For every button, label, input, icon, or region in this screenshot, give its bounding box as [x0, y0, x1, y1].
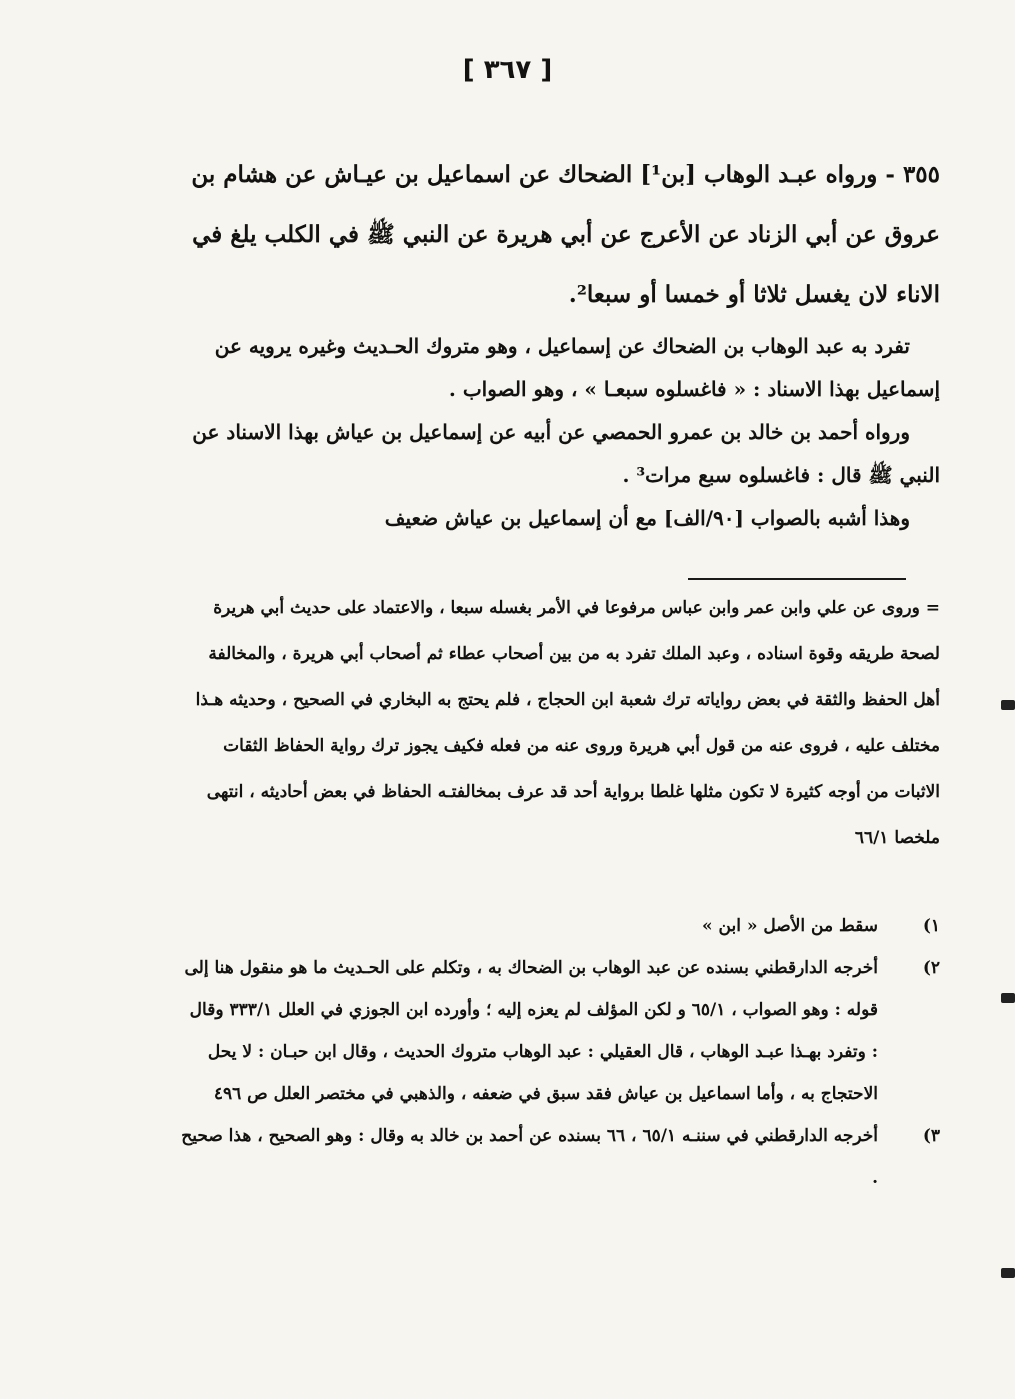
commentary-paragraph: وهذا أشبه بالصواب [٩٠/الف] مع أن إسماعيل بن عياش ضعيف — [384, 506, 910, 530]
scan-edge-mark — [1001, 993, 1015, 1003]
footnote-number: ٣) — [922, 1126, 940, 1146]
continuation-mark: = — [925, 598, 940, 618]
hadith-number: ٣٥٥ - — [885, 161, 940, 188]
footnotes-list — [180, 905, 940, 1199]
hadith-entry — [180, 145, 940, 325]
footnote-continuation — [180, 585, 940, 861]
footnote-number: ١) — [922, 916, 940, 936]
footnote-text: سقط من الأصل « ابن » — [702, 916, 878, 936]
commentary-paragraph: ورواه أحمد بن خالد بن عمرو الحمصي عن أبيه عن إسماعيل بن عياش بهذا الاسناد عن النبي ﷺ قال : فاغسلوه سبع مرات³ . — [192, 420, 940, 487]
footnote — [180, 947, 940, 1115]
scan-edge-mark — [1001, 1268, 1015, 1278]
footnote-text: أخرجه الدارقطني في سننـه ٦٥/١ ، ٦٦ بسنده عن أحمد بن خالد به وقال : وهو الصحيح ، هذا صحيح . — [181, 1126, 878, 1188]
footnote — [180, 905, 940, 947]
scan-edge-mark — [1001, 700, 1015, 710]
footnote-number: ٢) — [922, 958, 940, 978]
footnote-separator — [688, 578, 906, 580]
footnote — [180, 1115, 940, 1199]
hadith-text: ورواه عبـد الوهاب [بن¹] الضحاك عن اسماعيل بن عيـاش عن هشام بن عروق عن أبي الزناد عن الأعرج عن أبي هريرة عن النبي ﷺ في الكلب يلغ في الاناء لان يغسل ثلاثا أو خمسا أو سبعا². — [191, 161, 940, 308]
page-number: [ ٣٦٧ ] — [462, 55, 553, 85]
footnote-text: أخرجه الدارقطني بسنده عن عبد الوهاب بن الضحاك به ، وتكلم على الحـديث ما هو منقول هنا إلى قوله : وهو الصواب ، ٦٥/١ و لكن المؤلف لم يعزه إليه ؛ وأورده ابن الجوزي في العلل ٣٣٣/١ وقال : وتفرد بهـذا عبـد الوهاب ، قال العقيلي : عبد الوهاب متروك الحديث ، وقال ابن حبـان : لا يحل الاحتجاج به ، وأما اسماعيل بن عياش فقد سبق في ضعفه ، والذهبي في مختصر العلل ص ٤٩٦ — [184, 958, 878, 1104]
commentary-paragraph: تفرد به عبد الوهاب بن الضحاك عن إسماعيل ، وهو متروك الحـديث وغيره يرويه عن إسماعيل بهذا الاسناد : « فاغسلوه سبعـا » ، وهو الصواب . — [214, 334, 940, 401]
continuation-text: وروى عن علي وابن عمر وابن عباس مرفوعا في الأمر بغسله سبعا ، والاعتماد على حديث أبي هريرة لصحة طريقه وقوة اسناده ، وعبد الملك تفرد به من بين أصحاب عطاء ثم أصحاب أبي هريرة ، والمخالفة أهل الحفظ والثقة في بعض رواياته ترك شعبة ابن الحجاج ، فلم يحتج به البخاري في الصحيح ، وحديثه هـذا مختلف عليه ، فروى عنه من قول أبي هريرة وروى عنه من فعله فكيف يجوز ترك رواية الحفاظ الثقات الاثبات من أوجه كثيرة لا تكون مثلها غلطا برواية أحد قد عرف بمخالفتـه الحفاظ في بعض أحاديثه ، انتهى ملخصا ٦٦/١ — [195, 598, 940, 848]
commentary — [180, 325, 940, 540]
